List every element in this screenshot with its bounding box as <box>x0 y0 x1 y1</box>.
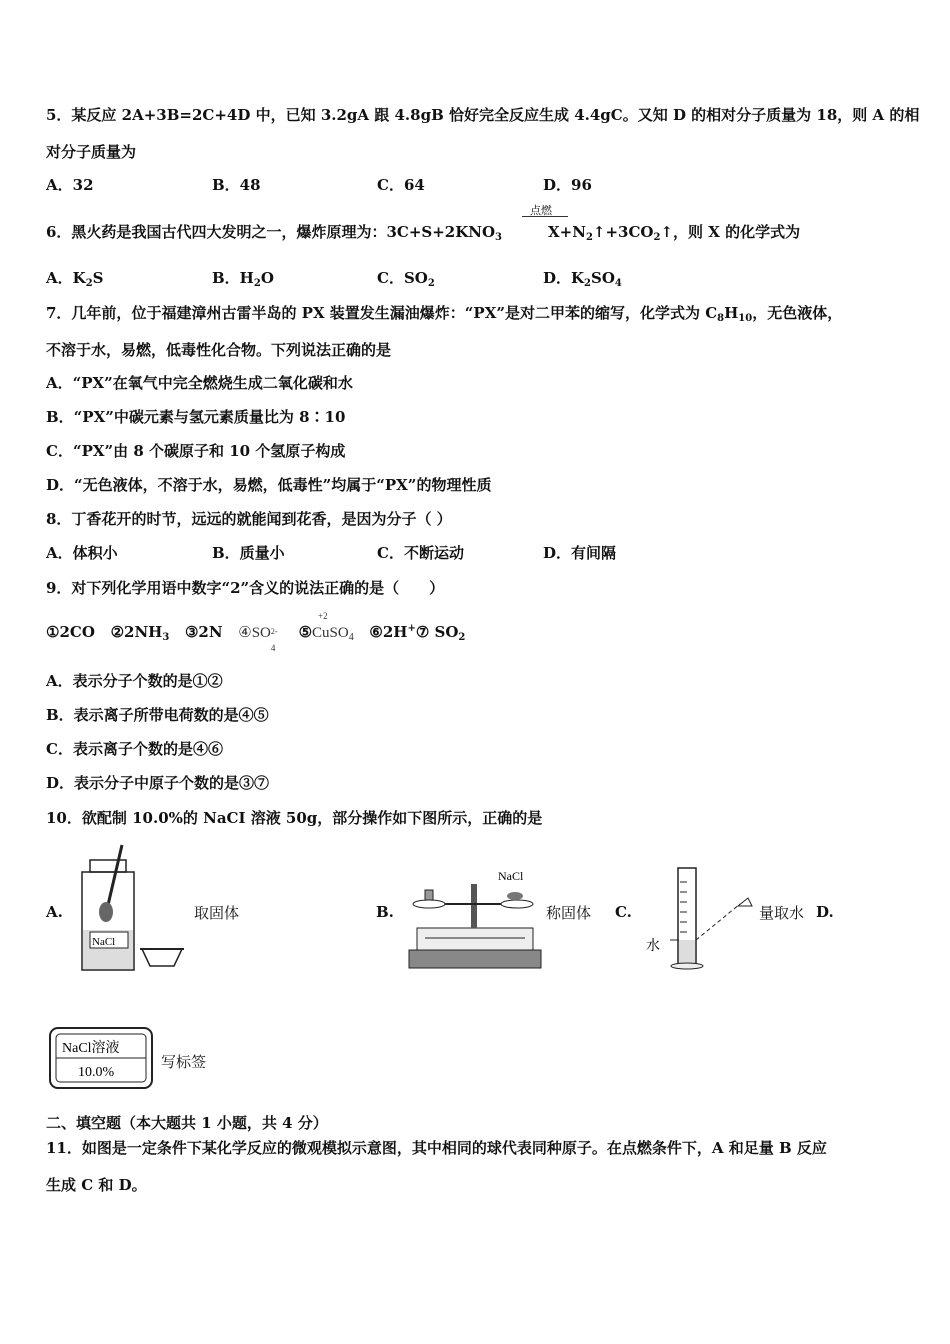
q9-stem: 9．对下列化学用语中数字“2”含义的说法正确的是（ ） <box>46 579 445 597</box>
q8-stem: 8．丁香花开的时节，远远的就能闻到花香，是因为分子（ ） <box>46 510 452 528</box>
q8-option-d: D．有间隔 <box>543 544 617 562</box>
q8-option-c: C．不断运动 <box>377 544 464 562</box>
q6-stem: 6．黑火药是我国古代四大发明之一，爆炸原理为：$3C+S+2KNO_3$ $X+N_2↑+3CO_2↑$，则 X 的化学式为 <box>46 223 801 243</box>
q10-caption-b: 称固体 <box>546 904 592 922</box>
q7-option-d: D．“无色液体，不溶于水，易燃，低毒性”均属于“PX”的物理性质 <box>46 476 492 494</box>
q9-option-a: A．表示分子个数的是①② <box>46 672 223 690</box>
q7-stem-line1: 7．几年前，位于福建漳州古雷半岛的 PX 装置发生漏油爆炸：“PX”是对二甲苯的缩写，化学式为 $C_8H_{10}$，无色液体， <box>46 304 843 324</box>
q5-option-c: C．64 <box>377 176 425 194</box>
label-tag-figure <box>48 1026 154 1090</box>
graduated-cylinder-figure <box>640 862 770 974</box>
q10-label-a: A. <box>46 903 63 921</box>
q5-option-a: A．32 <box>46 176 94 194</box>
q6-option-d: D．$K_2SO_4$ <box>543 269 622 289</box>
q7-option-c: C．“PX”由 8 个碳原子和 10 个氢原子构成 <box>46 442 346 460</box>
q10-stem: 10．欲配制 10.0%的 NaCI 溶液 50g，部分操作如下图所示，正确的是 <box>46 809 543 827</box>
q11-stem-line1: 11．如图是一定条件下某化学反应的微观模拟示意图，其中相同的球代表同种原子。在点燃条件下，A 和足量 B 反应 <box>46 1139 827 1157</box>
q10-caption-a: 取固体 <box>194 904 240 922</box>
q7-stem-line2: 不溶于水，易燃，低毒性化合物。下列说法正确的是 <box>46 341 392 359</box>
balance-nacl-text: NaCl <box>498 869 524 883</box>
q9-option-d: D．表示分子中原子个数的是③⑦ <box>46 774 270 792</box>
q6-reaction-arrow <box>522 216 568 217</box>
q10-caption-d: 写标签 <box>161 1053 207 1071</box>
q9-chemical-terms: ①2CO $②2NH_3$ ③2N ④SO 2- 4 ⑤ +2 CuSO$_4$ ⑥2H+⑦ $SO_2$ <box>46 611 466 653</box>
q8-option-b: B．质量小 <box>212 544 285 562</box>
q7-option-a: A．“PX”在氧气中完全燃烧生成二氧化碳和水 <box>46 374 353 392</box>
q8-option-a: A．体积小 <box>46 544 118 562</box>
q9-option-b: B．表示离子所带电荷数的是④⑤ <box>46 706 269 724</box>
q10-label-d: D. <box>816 903 834 921</box>
bottle-label-text: NaCl <box>92 936 116 948</box>
q6-option-a: A．$K_2S$ <box>46 269 104 289</box>
q10-caption-c: 量取水 <box>759 904 805 922</box>
water-label: 水 <box>646 938 660 954</box>
balance-figure <box>405 862 545 972</box>
tag-top-text: NaCl溶液 <box>62 1041 120 1056</box>
q5-stem-line2: 对分子质量为 <box>46 143 137 161</box>
q11-stem-line2: 生成 C 和 D。 <box>46 1176 147 1194</box>
q6-option-c: C．$SO_2$ <box>377 269 435 289</box>
q5-stem-line1: 5．某反应 2A+3B=2C+4D 中，已知 3.2gA 跟 4.8gB 恰好完全反应生成 4.4gC。又知 D 的相对分子质量为 18，则 A 的相 <box>46 106 920 124</box>
q6-option-b: B．$H_2O$ <box>212 269 274 289</box>
q5-option-b: B．48 <box>212 176 261 194</box>
q7-option-b: B．“PX”中碳元素与氢元素质量比为 8∶10 <box>46 408 346 426</box>
q5-option-d: D．96 <box>543 176 592 194</box>
reagent-bottle-figure <box>70 840 200 975</box>
q9-option-c: C．表示离子个数的是④⑥ <box>46 740 223 758</box>
q10-label-c: C. <box>615 903 632 921</box>
q10-label-b: B. <box>376 903 394 921</box>
q6-reaction-condition: 点燃 <box>530 204 552 217</box>
section-2-title: 二、填空题（本大题共 1 小题，共 4 分） <box>46 1114 328 1132</box>
tag-bottom-text: 10.0% <box>78 1065 115 1080</box>
